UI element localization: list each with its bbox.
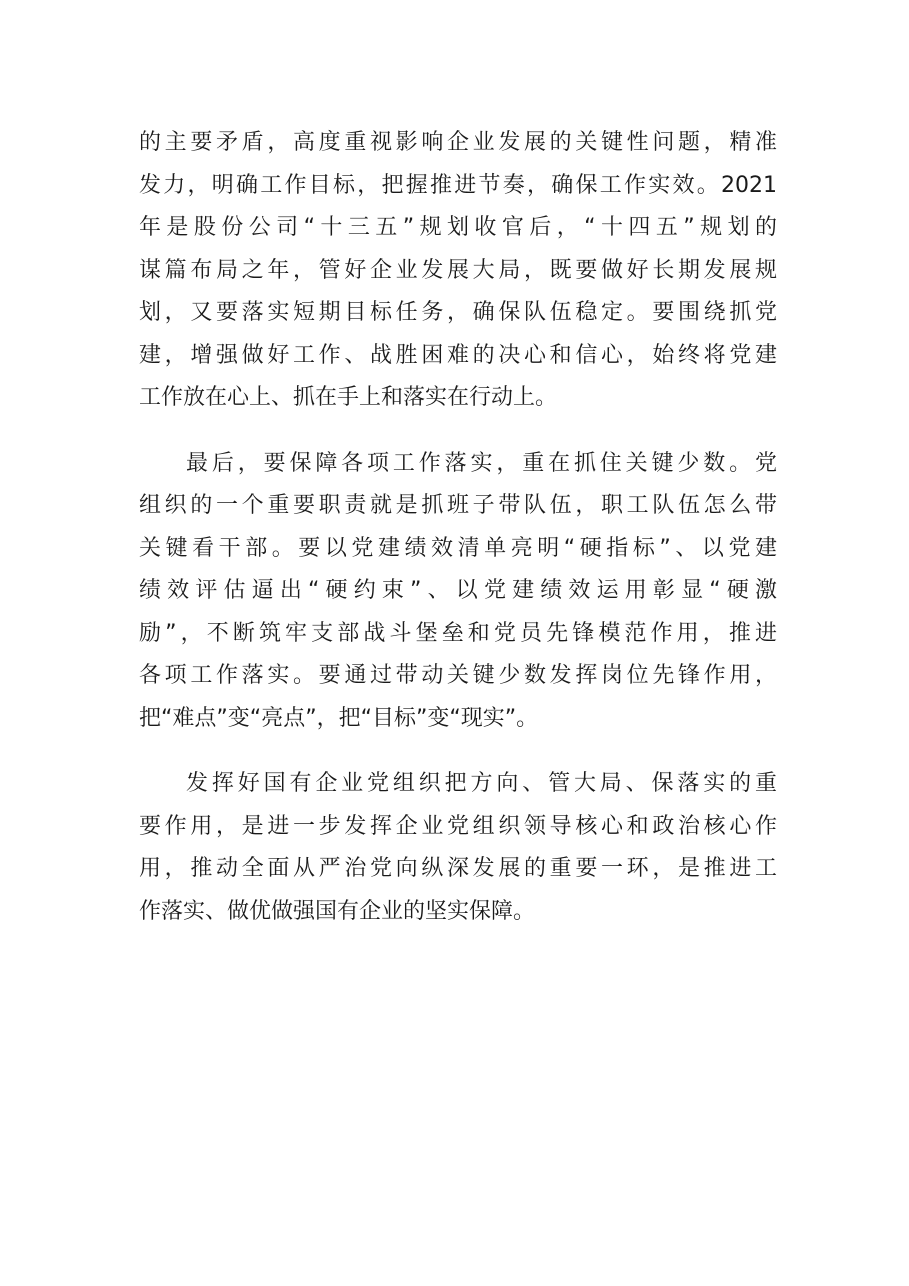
paragraph-spacer — [139, 740, 777, 763]
text-line: 各项工作落实。要通过带动关键少数发挥岗位先锋作用， — [139, 663, 777, 688]
text-line: 工作放在心上、抓在手上和落实在行动上。 — [139, 385, 558, 410]
text-line: 用，推动全面从严治党向纵深发展的重要一环，是推进工 — [139, 856, 777, 881]
paragraph-3 — [139, 763, 777, 933]
text-line: 谋篇布局之年，管好企业发展大局，既要做好长期发展规 — [139, 257, 777, 283]
paragraph-spacer — [139, 420, 777, 443]
text-line: 建，增强做好工作、战胜困难的决心和信心，始终将党建 — [139, 342, 777, 368]
text-line: 的主要矛盾，高度重视影响企业发展的关键性问题，精准 — [139, 130, 777, 155]
text-line: 要作用，是进一步发挥企业党组织领导核心和政治核心作 — [139, 813, 777, 839]
paragraph-1 — [139, 122, 777, 420]
text-line: 组织的一个重要职责就是抓班子带队伍，职工队伍怎么带 — [139, 493, 777, 518]
text-line: 年是股份公司“十三五”规划收官后，“十四五”规划的 — [139, 215, 777, 240]
text-line: 励”，不断筑牢支部战斗堡垒和党员先锋模范作用，推进 — [139, 620, 777, 646]
text-line: 发力，明确工作目标，把握推进节奏，确保工作实效。2021 — [139, 172, 777, 198]
text-line: 绩效评估逼出“硬约束”、以党建绩效运用彰显“硬激 — [139, 578, 777, 603]
paragraph-2 — [139, 443, 777, 741]
text-line: 发挥好国有企业党组织把方向、管大局、保落实的重 — [186, 771, 777, 796]
text-line: 关键看干部。要以党建绩效清单亮明“硬指标”、以党建 — [139, 535, 777, 561]
text-line: 划，又要落实短期目标任务，确保队伍稳定。要围绕抓党 — [139, 300, 777, 325]
text-line: 最后，要保障各项工作落实，重在抓住关键少数。党 — [186, 450, 777, 476]
document-body — [139, 122, 777, 933]
text-line: 把“难点”变“亮点”，把“目标”变“现实”。 — [139, 705, 539, 731]
text-line: 作落实、做优做强国有企业的坚实保障。 — [139, 898, 536, 924]
